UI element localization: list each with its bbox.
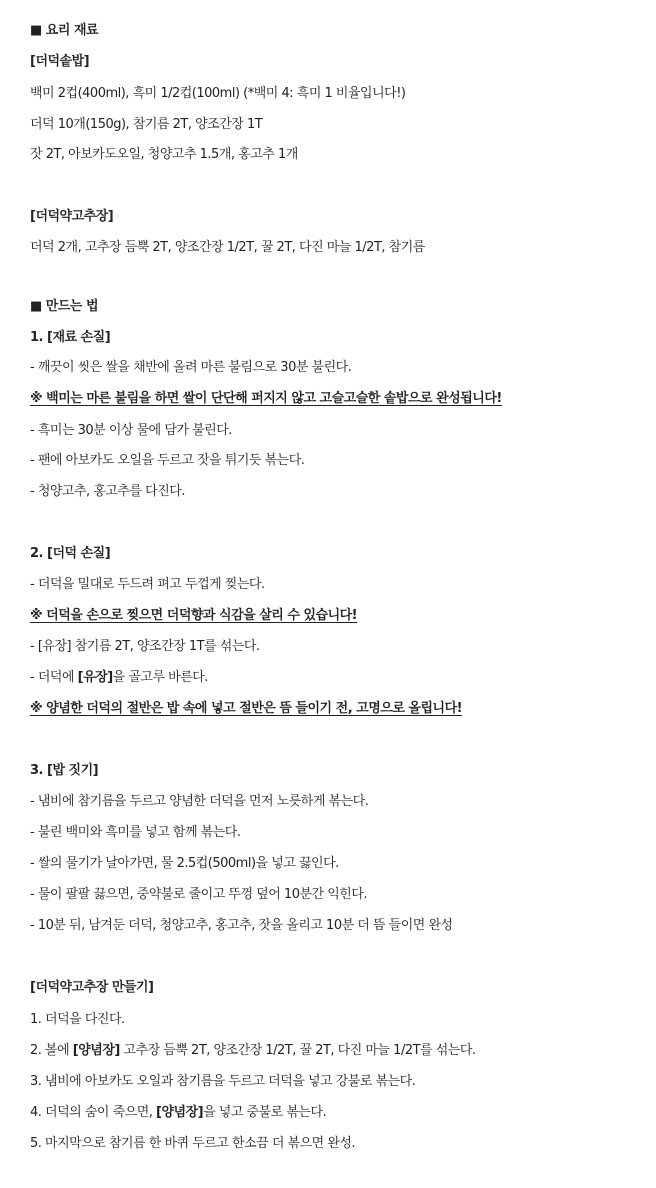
sauce-ingredient-line: 더덕 2개, 고추장 듬뿍 2T, 양조간장 1/2T, 꿀 2T, 다진 마늘 1/2T, 참기름 <box>30 240 425 255</box>
step3-instruction: - 물이 팔팔 끓으면, 중약불로 줄이고 뚜껑 덮어 10분간 익힌다. <box>30 887 368 902</box>
step3-title: 3. [밥 짓기] <box>30 763 99 778</box>
rice-ingredient-line: 더덕 10개(150g), 참기름 2T, 양조간장 1T <box>30 117 263 132</box>
step2-title: 2. [더덕 손질] <box>30 546 111 561</box>
step3-instruction: - 10분 뒤, 남겨둔 더덕, 청양고추, 홍고추, 잣을 올리고 10분 더 뜸 들이면 완성 <box>30 918 453 933</box>
sauce-section-title: [더덕약고추장] <box>30 209 114 224</box>
step2-instruction <box>30 669 208 687</box>
step3-instruction: - 불린 백미와 흑미를 넣고 함께 볶는다. <box>30 825 241 840</box>
step2-text: - 더덕에 <box>30 670 78 685</box>
method-heading: ■ 만드는 법 <box>30 299 99 314</box>
step1-instruction: - 깨끗이 씻은 쌀을 채반에 올려 마른 불림으로 30분 불린다. <box>30 360 352 375</box>
sauce-step-text: 4. 더덕의 숨이 죽으면, <box>30 1105 157 1120</box>
step1-instruction: - 팬에 아보카도 오일을 두르고 잣을 튀기듯 볶는다. <box>30 453 305 468</box>
rice-ingredient-line: 백미 2컵(400ml), 흑미 1/2컵(100ml) (*백미 4: 흑미 1 비율입니다!) <box>30 86 406 101</box>
step2-tip <box>30 700 462 718</box>
step2-instruction: - [유장] 참기름 2T, 양조간장 1T를 섞는다. <box>30 639 260 654</box>
yangnyeomjang-label: [양념장] <box>156 1105 204 1120</box>
step2-tip-text: ※ 양념한 더덕의 절반은 밥 속에 넣고 절반은 뜸 들이기 전 <box>30 701 348 716</box>
step2-instruction: - 더덕을 밀대로 두드려 펴고 두껍게 찢는다. <box>30 577 265 592</box>
step1-instruction: - 흑미는 30분 이상 물에 담가 불린다. <box>30 423 232 438</box>
sauce-step: 5. 마지막으로 참기름 한 바퀴 두르고 한소끔 더 볶으면 완성. <box>30 1136 356 1151</box>
sauce-step: 1. 더덕을 다진다. <box>30 1012 125 1027</box>
step1-title: 1. [재료 손질] <box>30 330 111 345</box>
yujang-label: [유장] <box>77 670 113 685</box>
sauce-step-text: 을 넣고 중불로 볶는다. <box>203 1105 327 1120</box>
rice-ingredient-line: 잣 2T, 아보카도오일, 청양고추 1.5개, 홍고추 1개 <box>30 147 298 162</box>
sauce-method-title: [더덕약고추장 만들기] <box>30 980 154 995</box>
step2-text: 을 골고루 바른다. <box>112 670 208 685</box>
sauce-step-text: 고추장 듬뿍 2T, 양조간장 1/2T, 꿀 2T, 다진 마늘 1/2T를 섞는다. <box>119 1043 476 1058</box>
sauce-step-text: 2. 볼에 <box>30 1043 73 1058</box>
sauce-step: 3. 냄비에 아보카도 오일과 참기름을 두르고 더덕을 넣고 강불로 볶는다. <box>30 1074 416 1089</box>
step2-tip-text: , 고명으로 올립니다! <box>347 701 463 716</box>
yangnyeomjang-label: [양념장] <box>72 1043 120 1058</box>
rice-section-title: [더덕솥밥] <box>30 54 90 69</box>
sauce-step <box>30 1104 326 1122</box>
sauce-step <box>30 1042 476 1060</box>
step1-tip: ※ 백미는 마른 불림을 하면 쌀이 단단해 퍼지지 않고 고슬고슬한 솥밥으로 완성됩니다! <box>30 391 502 406</box>
ingredients-heading: ■ 요리 재료 <box>30 23 99 38</box>
step2-tip: ※ 더덕을 손으로 찢으면 더덕향과 식감을 살리 수 있습니다! <box>30 608 358 623</box>
step3-instruction: - 냄비에 참기름을 두르고 양념한 더덕을 먼저 노릇하게 볶는다. <box>30 794 369 809</box>
step1-instruction: - 청양고추, 홍고추를 다진다. <box>30 484 185 499</box>
step3-instruction: - 쌀의 물기가 날아가면, 물 2.5컵(500ml)을 넣고 끓인다. <box>30 856 339 871</box>
